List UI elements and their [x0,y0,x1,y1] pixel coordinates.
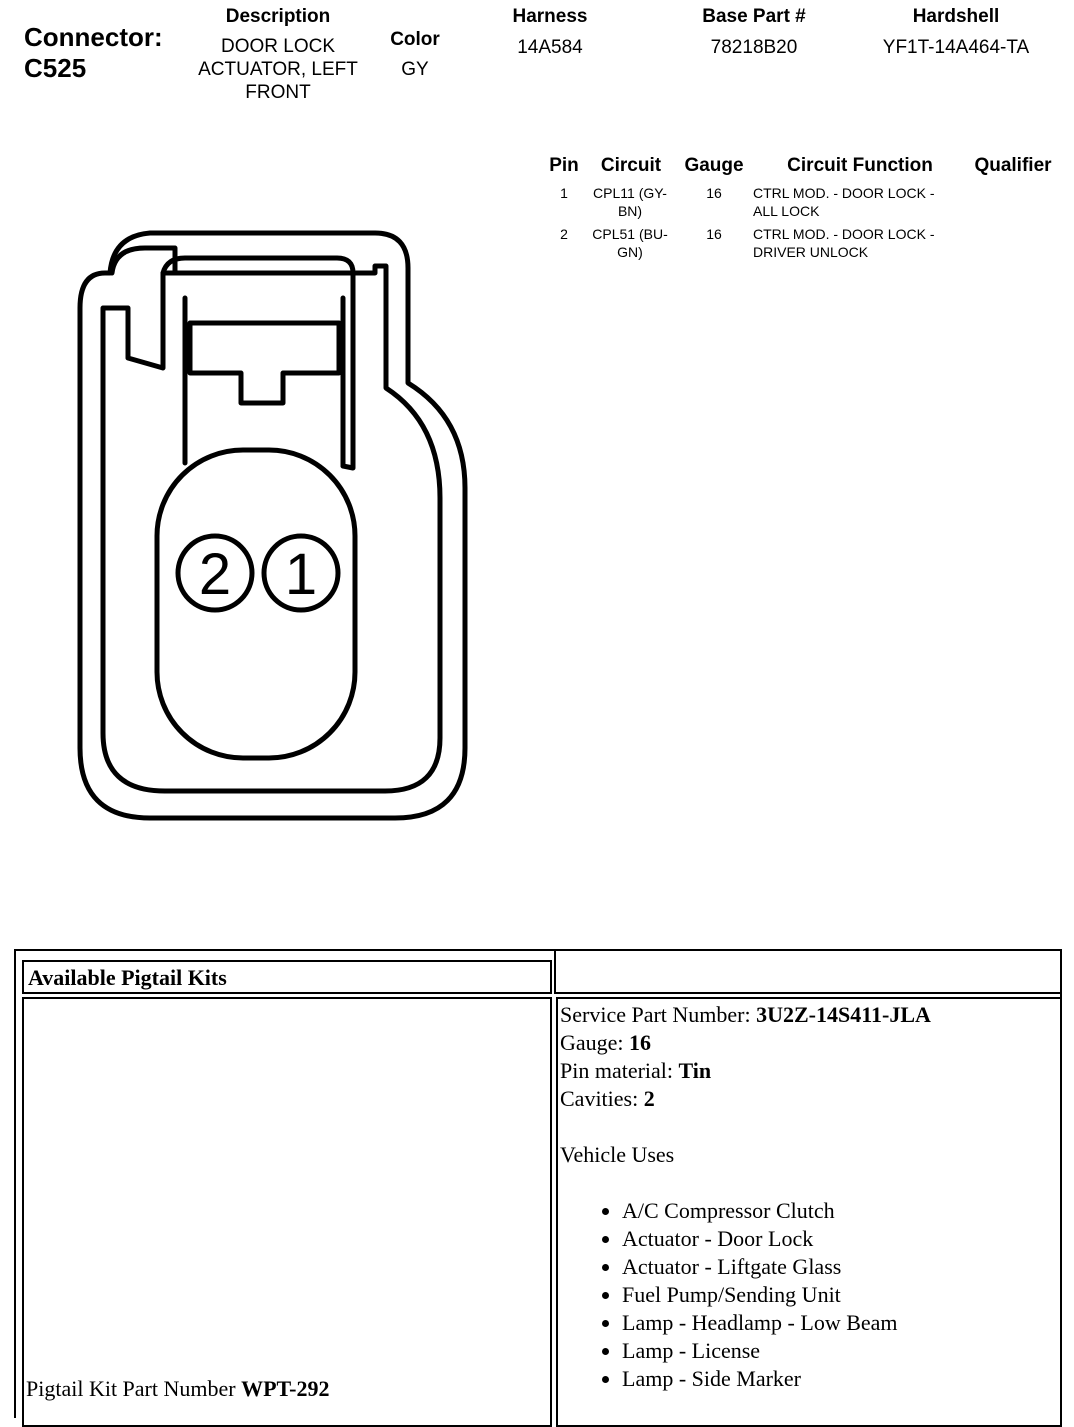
cavity-label-2: 2 [198,542,232,607]
pigtail-kit-part-number [26,1376,330,1402]
hardshell-value: YF1T-14A464-TA [882,37,1030,58]
pin-function-line: CTRL MOD. - DOOR LOCK - [753,226,935,242]
pigtail-header-cell [554,949,1062,994]
pigtail-details-cell [556,997,1062,1427]
vehicle-use-item: • Fuel Pump/Sending Unit [622,1281,931,1309]
vehicle-use-item: • Lamp - Side Marker [622,1365,931,1393]
service-part-value: 3U2Z-14S411-JLA [756,1002,931,1027]
service-part-label: Service Part Number: [560,1002,757,1027]
pigtail-gauge-value: 16 [629,1030,652,1055]
pin-gauge: 16 [706,226,722,242]
pigtail-kits-title: Available Pigtail Kits [22,960,552,994]
gauge-column-header: Gauge [684,155,744,176]
description-value [178,35,378,104]
pigtail-kit-part-label: Pigtail Kit Part Number [26,1376,242,1401]
cavities-label: Cavities: [560,1086,644,1111]
pin-function-line: ALL LOCK [753,203,820,219]
vehicle-uses-label: Vehicle Uses [560,1142,675,1167]
function-column-header: Circuit Function [787,155,933,176]
harness-header: Harness [512,6,588,27]
hardshell-header: Hardshell [912,6,1000,27]
vehicle-use-item: • Lamp - Headlamp - Low Beam [622,1309,931,1337]
pin-circuit-line: BN) [617,203,643,219]
pigtail-details [560,1001,931,1393]
connector-label [24,22,163,84]
pin-material-value: Tin [678,1058,712,1083]
service-part-number [560,1001,931,1029]
base-part-header: Base Part # [702,6,806,27]
vehicle-use-item: • Actuator - Liftgate Glass [622,1253,931,1281]
pin-number: 2 [560,226,568,242]
description-line: ACTUATOR, LEFT [198,59,358,80]
cavity-label-1: 1 [284,542,318,607]
pin-function [753,184,973,220]
pigtail-kit-cell [22,997,552,1427]
latch-tab [190,323,339,403]
pin-function [753,225,973,261]
color-value: GY [401,59,429,80]
description-line: DOOR LOCK [220,36,336,57]
cavities-value: 2 [643,1086,655,1111]
pin-circuit [580,184,680,220]
pin-circuit-line: GN) [617,244,643,260]
pigtail-kits-table [14,949,1062,1418]
connector-label-title: Connector: [24,22,163,52]
pigtail-gauge-label: Gauge: [560,1030,630,1055]
description-line: FRONT [245,82,311,103]
circuit-column-header: Circuit [600,155,662,176]
qualifier-column-header: Qualifier [974,155,1052,176]
harness-value: 14A584 [517,37,583,58]
pin-column-header: Pin [549,155,579,176]
pin-material [560,1057,931,1085]
pin-material-label: Pin material: [560,1058,679,1083]
vehicle-use-item: • A/C Compressor Clutch [622,1197,931,1225]
pin-gauge: 16 [706,185,722,201]
connector-id: C525 [24,53,87,83]
vehicle-uses-list [560,1197,931,1393]
vehicle-use-item: • Lamp - License [622,1337,931,1365]
pin-number: 1 [560,185,568,201]
housing-inner-outline [103,266,440,791]
pigtail-kit-part-value: WPT-292 [241,1376,330,1401]
pin-circuit-line: CPL51 (BU- [592,226,668,242]
connector-face-diagram [75,228,475,828]
color-header: Color [390,29,440,50]
pigtail-gauge [560,1029,931,1057]
pin-function-line: DRIVER UNLOCK [753,244,869,260]
vehicle-use-item: • Actuator - Door Lock [622,1225,931,1253]
pin-circuit [580,225,680,261]
cavities [560,1085,931,1113]
description-header: Description [225,6,331,27]
base-part-value: 78218B20 [710,37,798,58]
pin-function-line: CTRL MOD. - DOOR LOCK - [753,185,935,201]
pin-circuit-line: CPL11 (GY- [593,185,667,201]
